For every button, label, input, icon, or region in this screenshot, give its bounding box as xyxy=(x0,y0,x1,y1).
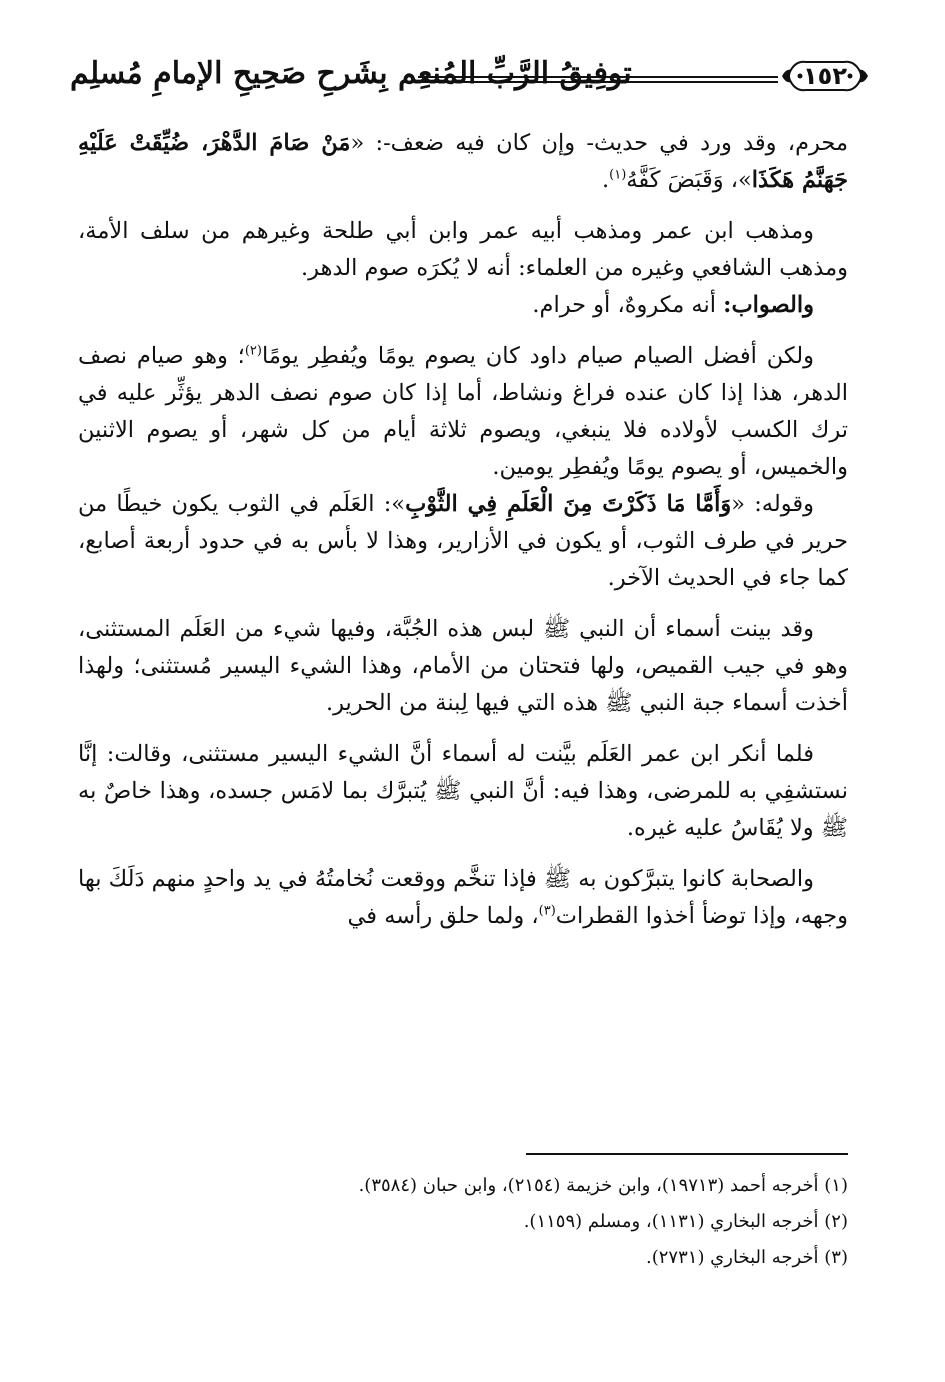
paragraph-5: وقوله: «وَأَمَّا مَا ذَكَرْتَ مِنَ الْعَلَمِ فِي الثَّوْبِ»: العَلَم في الثوب يكون خيطًا من حرير في طرف الثوب، أو يكون في الأزارير، وهذا لا بأس به في حدود أربعة أصابع، كما جاء في الحديث الآخر. xyxy=(78,491,848,591)
main-text xyxy=(78,125,848,935)
footnote-separator xyxy=(526,1153,848,1155)
footnotes xyxy=(108,1168,848,1276)
bold-lead: والصواب: xyxy=(723,292,814,318)
paragraph-6: وقد بينت أسماء أن النبي ﷺ لبس هذه الجُبَّة، وفيها شيء من العَلَم المستثنى، وهو في جيب القميص، ولها فتحتان من الأمام، وهذا الشيء اليسير مُستثنى؛ ولهذا أخذت أسماء جبة النبي ﷺ هذه التي فيها لِبنة من الحرير. xyxy=(78,616,848,716)
paragraph-4: ولكن أفضل الصيام صيام داود كان يصوم يومًا ويُفطِر يومًا$^{(٢)}$؛ وهو صيام نصف الدهر، هذا إذا كان عنده فراغ ونشاط، أما إذا كان صوم نصف الدهر يؤثِّر عليه في ترك الكسب لأولاده فلا ينبغي، ويصوم ثلاثة أيام من كل شهر، أو يصوم الاثنين والخميس، أو يصوم يومًا ويُفطِر يومين. xyxy=(78,343,848,480)
paragraph-1: محرم، وقد ورد في حديث- وإن كان فيه ضعف-: «مَنْ صَامَ الدَّهْرَ، ضُيِّقَتْ عَلَيْهِ جَهَنَّمُ هَكَذَا»، وَقَبَضَ كَفَّهُ$^{(١)}$. xyxy=(78,130,848,193)
paragraph-8: والصحابة كانوا يتبرَّكون به ﷺ فإذا تنخَّم ووقعت نُخامتُهُ في يد واحدٍ منهم دَلَكَ بها وجهه، وإذا توضأ أخذوا القطرات$^{(٣)}$، ولما حلق رأسه في xyxy=(78,866,848,929)
paragraph-3: والصواب: أنه مكروهٌ، أو حرام. xyxy=(532,292,814,318)
book-title: توفِيقُ الرَّبِّ المُنعِم بِشَرحِ صَحِيحِ الإمامِ مُسلِم xyxy=(70,56,632,91)
footnote-ref: (١) xyxy=(609,167,627,183)
footnote-2: (٢) أخرجه البخاري (١١٣١)، ومسلم (١١٥٩). xyxy=(523,1211,848,1232)
footnote-3: (٣) أخرجه البخاري (٢٧٣١). xyxy=(646,1247,848,1268)
page-number: ١٥٢ xyxy=(803,62,847,90)
paragraph-7: فلما أنكر ابن عمر العَلَم بيَّنت له أسماء أنَّ الشيء اليسير مستثنى، وقالت: إنَّا نستشفِي به للمرضى، وهذا فيه: أنَّ النبي ﷺ يُتبرَّك بما لامَس جسده، وهذا خاصٌ به ﷺ ولا يُقَاسُ عليه غيره. xyxy=(78,741,848,841)
hadith-quote: مَنْ صَامَ الدَّهْرَ، ضُيِّقَتْ عَلَيْهِ جَهَنَّمُ هَكَذَا xyxy=(78,130,848,193)
page-number-ornament xyxy=(780,56,870,96)
paragraph-2: ومذهب ابن عمر ومذهب أبيه عمر وابن أبي طلحة وغيرهم من سلف الأمة، ومذهب الشافعي وغيره من العلماء: أنه لا يُكرَه صوم الدهر. xyxy=(78,218,848,281)
footnote-ref: (٣) xyxy=(538,903,556,919)
hadith-quote: وَأَمَّا مَا ذَكَرْتَ مِنَ الْعَلَمِ فِي الثَّوْبِ xyxy=(405,491,732,517)
footnote-1: (١) أخرجه أحمد (١٩٧١٣)، وابن خزيمة (٢١٥٤)، وابن حبان (٣٥٨٤). xyxy=(358,1175,848,1196)
footnote-ref: (٢) xyxy=(244,343,262,359)
page-header xyxy=(70,52,870,100)
